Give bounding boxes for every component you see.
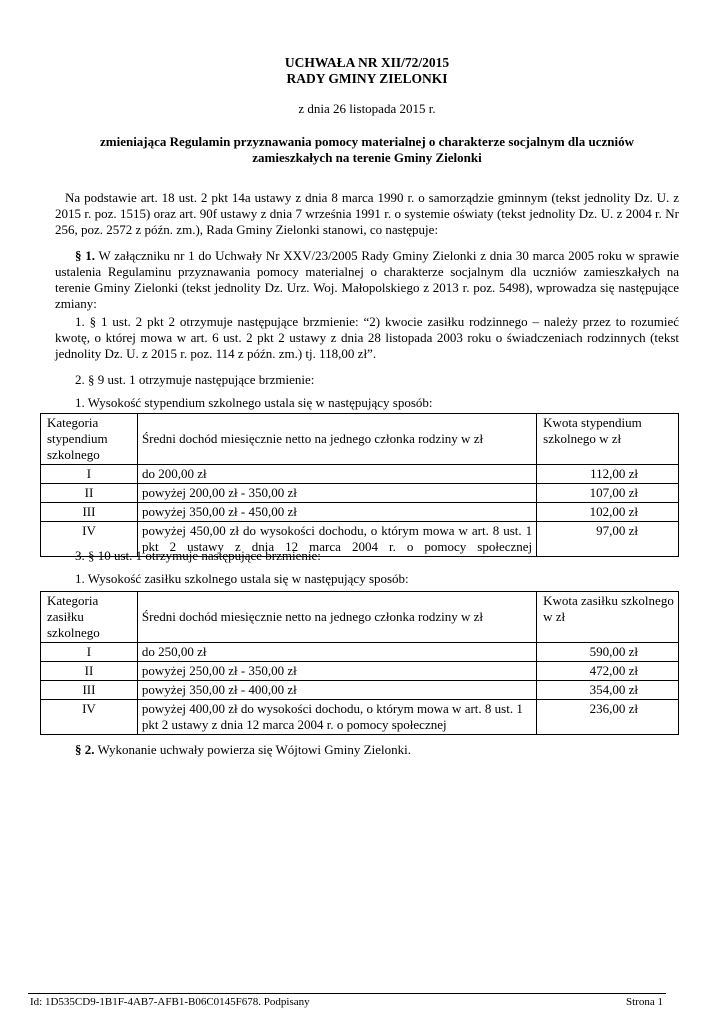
row-category: II [41, 484, 138, 503]
point-3-sub: 1. Wysokość zasiłku szkolnego ustala się w następujący sposób: [75, 571, 409, 586]
row-category: IV [41, 700, 138, 735]
subject-line-1: zmieniająca Regulamin przyznawania pomocy materialnej o charakterze socjalnym dla uczniów [99, 134, 634, 149]
row-income: powyżej 400,00 zł do wysokości dochodu, o którym mowa w art. 8 ust. 1 pkt 2 ustawy z dnia 12 marca 2004 r. o pomocy społecznej [137, 700, 536, 735]
point-1: 1. § 1 ust. 2 pkt 2 otrzymuje następujące brzmienie: “2) kwocie zasiłku rodzinnego – należy przez to rozumieć kwotę, o której mowa w art. 6 ust. 2 pkt 2 ustawy z dnia 28 listopada 2003 roku o świadczeniach rodzinnych (tekst jednolity Dz. U. z 2015 r. poz. 114 z późn. zm.) tj. 118,00 zł”. [55, 314, 679, 361]
paragraph-2-text: Wykonanie uchwały powierza się Wójtowi Gminy Zielonki. [94, 742, 411, 757]
table-row [41, 681, 679, 700]
paragraph-2-label: § 2. [75, 742, 95, 757]
table-row [41, 465, 679, 484]
paragraph-1-label: § 1. [75, 248, 95, 263]
resolution-title [55, 55, 679, 87]
row-amount: 590,00 zł [537, 643, 679, 662]
row-income: powyżej 200,00 zł - 350,00 zł [137, 484, 536, 503]
subject-line-2: zamieszkałych na terenie Gminy Zielonki [252, 150, 482, 165]
preamble-paragraph: Na podstawie art. 18 ust. 2 pkt 14a ustawy z dnia 8 marca 1990 r. o samorządzie gminnym (tekst jednolity Dz. U. z 2015 r. poz. 1515) oraz art. 90f ustawy z dnia 7 września 1991 r. o systemie oświaty (tekst jednolity Dz. U. z 2004 r. Nr 256, poz. 2572 z późn. zm.), Rada Gminy Zielonki stanowi, co następuje: [55, 190, 679, 237]
header-category: Kategoria zasiłku szkolnego [41, 592, 138, 643]
table-row [41, 484, 679, 503]
paragraph-1-text: W załączniku nr 1 do Uchwały Nr XXV/23/2005 Rady Gminy Zielonki z dnia 30 marca 2005 roku w sprawie ustalenia Regulaminu przyznawania pomocy materialnej o charakterze socjalnym dla uczniów zamieszkałych na terenie Gminy Zielonki (tekst jednolity Dz. Urz. Woj. Małopolskiego z 2013 r. poz. 5498), wprowadza się następujące zmiany: [55, 248, 680, 311]
row-income: do 200,00 zł [137, 465, 536, 484]
resolution-subject [55, 134, 679, 166]
header-income: Średni dochód miesięcznie netto na jednego członka rodziny w zł [137, 414, 536, 465]
table-row [41, 662, 679, 681]
row-category: I [41, 643, 138, 662]
row-category: III [41, 503, 138, 522]
row-amount: 354,00 zł [537, 681, 679, 700]
row-category: I [41, 465, 138, 484]
row-amount: 236,00 zł [537, 700, 679, 735]
paragraph-2 [55, 742, 679, 758]
point-2-sub: 1. Wysokość stypendium szkolnego ustala się w następujący sposób: [75, 395, 433, 410]
table-row [41, 503, 679, 522]
title-line-1: UCHWAŁA NR XII/72/2015 [284, 55, 450, 70]
allowance-table [40, 591, 679, 735]
row-income: powyżej 250,00 zł - 350,00 zł [137, 662, 536, 681]
table-header-row [41, 592, 679, 643]
paragraph-1 [55, 248, 679, 312]
row-category: IV [41, 522, 138, 557]
resolution-date: z dnia 26 listopada 2015 r. [298, 101, 436, 116]
row-income: powyżej 450,00 zł do wysokości dochodu, o którym mowa w art. 8 ust. 1 pkt 2 ustawy z dnia 12 marca 2004 r. o pomocy społecznej [137, 522, 536, 557]
header-category: Kategoria stypendium szkolnego [41, 414, 138, 465]
row-amount: 472,00 zł [537, 662, 679, 681]
point-3: 3. § 10 ust. 1 otrzymuje następujące brzmienie: [75, 548, 321, 563]
row-income: powyżej 350,00 zł - 450,00 zł [137, 503, 536, 522]
row-income: powyżej 350,00 zł - 400,00 zł [137, 681, 536, 700]
title-line-2: RADY GMINY ZIELONKI [286, 71, 448, 86]
row-amount: 97,00 zł [537, 522, 679, 557]
point-2: 2. § 9 ust. 1 otrzymuje następujące brzmienie: [75, 372, 315, 387]
row-category: III [41, 681, 138, 700]
row-income: do 250,00 zł [137, 643, 536, 662]
scholarship-table [40, 413, 679, 557]
row-amount: 107,00 zł [537, 484, 679, 503]
header-amount: Kwota stypendium szkolnego w zł [537, 414, 679, 465]
header-income: Średni dochód miesięcznie netto na jednego członka rodziny w zł [137, 592, 536, 643]
header-amount: Kwota zasiłku szkolnego w zł [537, 592, 679, 643]
table-header-row [41, 414, 679, 465]
footer-divider [28, 993, 666, 994]
row-category: II [41, 662, 138, 681]
document-id: Id: 1D535CD9-1B1F-4AB7-AFB1-B06C0145F678. Podpisany [30, 996, 310, 1008]
page-number: Strona 1 [626, 996, 663, 1008]
table-row [41, 643, 679, 662]
row-amount: 102,00 zł [537, 503, 679, 522]
row-amount: 112,00 zł [537, 465, 679, 484]
table-row [41, 700, 679, 735]
